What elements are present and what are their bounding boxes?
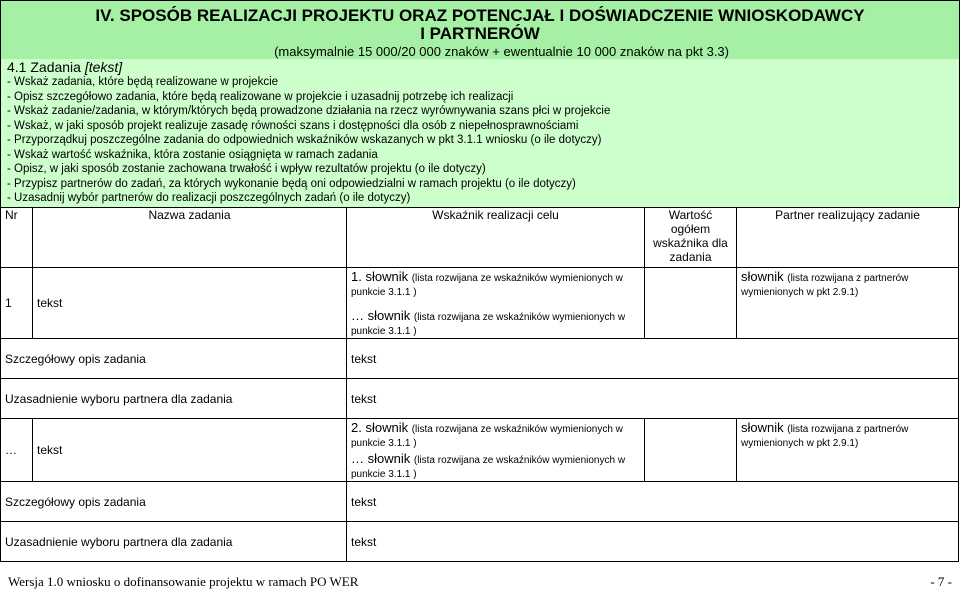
table-header-row [1, 208, 959, 268]
justification-label: Uzasadnienie wyboru partnera dla zadania [1, 522, 347, 562]
tasks-instructions-box [0, 59, 960, 208]
header-indicator: Wskaźnik realizacji celu [347, 208, 645, 268]
task-name-field[interactable]: tekst [33, 419, 347, 482]
instruction-item: - Opisz szczegółowo zadania, które będą realizowane w projekcie i uzasadnij potrzebę ich realizacji [7, 90, 514, 103]
instruction-item: - Przyporządkuj poszczególne zadania do odpowiednich wskaźników wskazanych w pkt 3.1.1 wniosku (o ile dotyczy) [7, 134, 602, 146]
section-title-box [0, 0, 960, 64]
instruction-item: - Przypisz partnerów do zadań, za których wykonanie będą oni odpowiedzialni w ramach projektu (o ile dotyczy) [7, 177, 576, 190]
justification-text-field[interactable]: tekst [347, 379, 959, 419]
page-number: - 7 - [930, 574, 952, 589]
detail-text-field[interactable]: tekst [347, 482, 959, 522]
header-task-name: Nazwa zadania [33, 208, 347, 268]
instruction-list [7, 75, 610, 206]
tasks-table [0, 207, 959, 562]
instruction-item: - Wskaż zadanie/zadania, w którym/których będą prowadzone działania na rzecz wyrównywania szans płci w projekcie [7, 105, 611, 117]
header-indicator-value: Wartość ogółem wskaźnika dla zadania [645, 208, 737, 268]
indicator-value-field[interactable] [645, 419, 737, 482]
detail-label: Szczegółowy opis zadania [1, 482, 347, 522]
instruction-item: - Opisz, w jaki sposób zostanie zachowana trwałość i wpływ rezultatów projektu (o ile dotyczy) [7, 163, 486, 175]
detail-text-field[interactable]: tekst [347, 339, 959, 379]
instruction-item: - Wskaż, w jaki sposób projekt realizuje zasadę równości szans i dostępności dla osób z niepełnosprawnościami [7, 119, 579, 132]
instruction-item: - Wskaż wartość wskaźnika, która zostanie osiągnięta w ramach zadania [7, 148, 378, 161]
header-nr: Nr [1, 208, 33, 268]
indicator-dropdown[interactable]: … słownik (lista rozwijana ze wskaźników wymienionych w punkcie 3.1.1 ) [351, 451, 626, 480]
indicator-dropdown[interactable]: … słownik (lista rozwijana ze wskaźników wymienionych w punkcie 3.1.1 ) [351, 308, 626, 337]
task-detail-row [1, 339, 959, 379]
character-limit-note: (maksymalnie 15 000/20 000 znaków + ewentualnie 10 000 znaków na pkt 3.3) [274, 44, 729, 59]
task-justification-row [1, 379, 959, 419]
indicator-cell [347, 268, 645, 339]
partner-dropdown[interactable]: słownik (lista rozwijana z partnerów wymienionych w pkt 2.9.1) [737, 268, 959, 339]
justification-text-field[interactable]: tekst [347, 522, 959, 562]
instruction-item: - Uzasadnij wybór partnerów do realizacji poszczególnych zadań (o ile dotyczy) [7, 192, 411, 204]
partner-dropdown[interactable]: słownik (lista rozwijana z partnerów wymienionych w pkt 2.9.1) [737, 419, 959, 482]
task-detail-row [1, 482, 959, 522]
subsection-heading [7, 59, 122, 75]
instruction-item: - Wskaż zadania, które będą realizowane w projekcie [7, 76, 279, 88]
task-name-field[interactable]: tekst [33, 268, 347, 339]
task-row [1, 419, 959, 482]
task-justification-row [1, 522, 959, 562]
indicator-dropdown[interactable]: 2. słownik (lista rozwijana ze wskaźników wymienionych w punkcie 3.1.1 ) [351, 420, 623, 449]
section-title-line1: IV. SPOSÓB REALIZACJI PROJEKTU ORAZ POTENCJAŁ I DOŚWIADCZENIE WNIOSKODAWCY [95, 6, 865, 25]
justification-label: Uzasadnienie wyboru partnera dla zadania [1, 379, 347, 419]
subsection-tag: [tekst] [84, 59, 123, 75]
task-row [1, 268, 959, 339]
footer-version: Wersja 1.0 wniosku o dofinansowanie projektu w ramach PO WER [8, 574, 359, 589]
detail-label: Szczegółowy opis zadania [1, 339, 347, 379]
task-number: … [1, 419, 33, 482]
task-number: 1 [1, 268, 33, 339]
indicator-dropdown[interactable]: 1. słownik (lista rozwijana ze wskaźników wymienionych w punkcie 3.1.1 ) [351, 269, 623, 298]
subsection-number: 4.1 Zadania [7, 59, 85, 75]
header-partner: Partner realizujący zadanie [737, 208, 959, 268]
indicator-cell [347, 419, 645, 482]
indicator-value-field[interactable] [645, 268, 737, 339]
section-title-line2: I PARTNERÓW [420, 24, 540, 43]
